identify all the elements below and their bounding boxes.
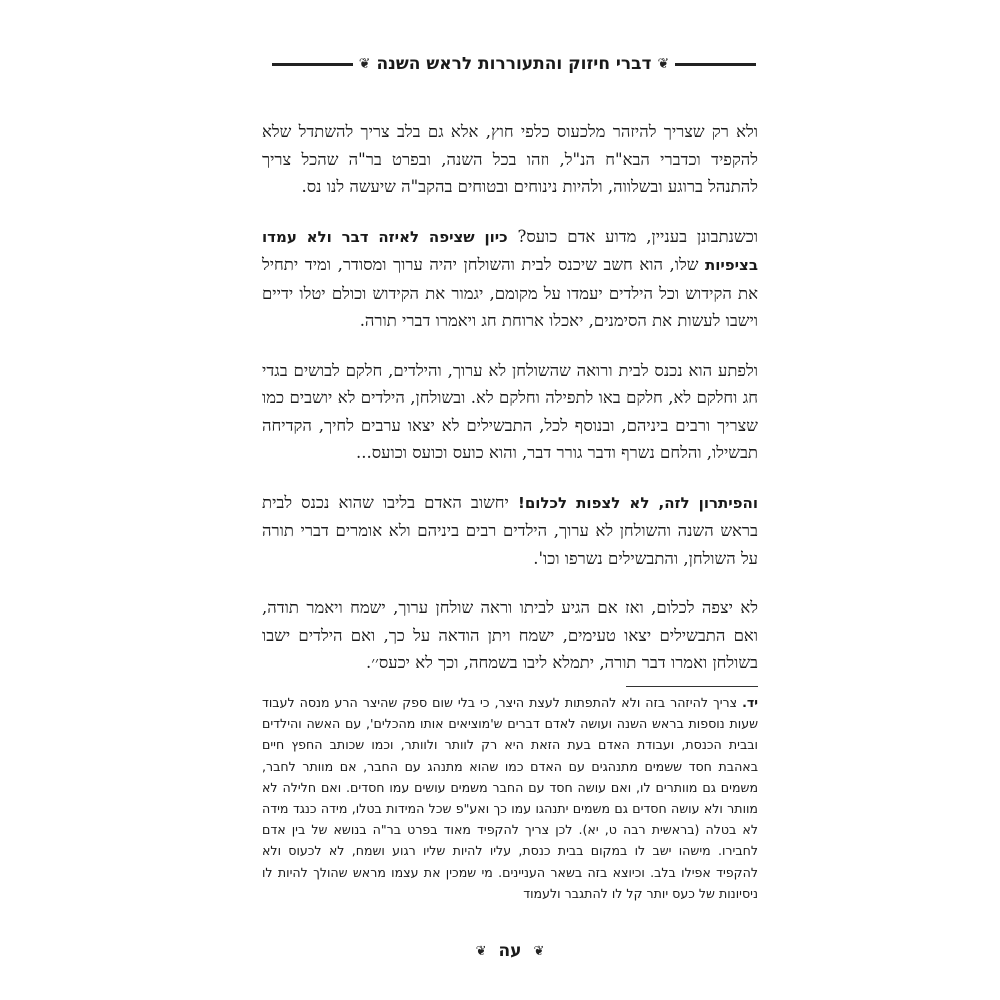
footnote-text: צריך להיזהר בזה ולא להתפתות לעצת היצר, כי בלי שום ספק שהיצר הרע מנסה לעבוד שעות נוספות בראש השנה ועושה לאדם דברים ש'מוציאים אותו מהכלים', עם האשה והילדים ובבית הכנסת, ועבודת האדם בעת הזאת היא רק לוותר ולוותר, וכמו שכותב החפץ חיים באהבת חסד ששמים מתנהגים עם האדם כמו שהוא מתנהג עם החבר, אם מוותר לחבר, משמים גם מוותרים לו, ואם עושה חסד עם החבר משמים עושים עמו חסדים. ואם חלילה לא מוותר ולא עושה חסדים גם משמים יתנהגו עמו כך ואע"פ שכל המידות בטלו, מידה כנגד מידה לא בטלה (בראשית רבה ט, יא). לכן צריך להקפיד מאוד בפרט בר"ה בנושא של בין אדם לחבירו. מישהו ישב לו במקום בבית כנסת, עליו להיות שליו רגוע ושמח, לא לכעוס ולא להקפיד אפילו בלב. וכיוצא בזה בשאר העניינים. מי שמכין את עצמו מראש שהולך להיות לו ניסיונות של כעס יותר קל לו להתגבר ולעמוד — [262, 695, 758, 901]
header-rule-right — [675, 63, 756, 66]
paragraph-text: ולא רק שצריך להיזהר מלכעוס כלפי חוץ, אלא גם בלב צריך להשתדל שלא להקפיד וכדברי הבא"ח הנ"ל, וזהו בכל השנה, ובפרט בר"ה שהכל צריך להתנהל ברוגע ובשלווה, ולהיות נינוחים ובטוחים בהקב"ה שיעשה לנו נס. — [262, 122, 758, 196]
ornament-icon: ❦ — [533, 943, 545, 959]
paragraph — [262, 223, 758, 335]
paragraph-emphasis: והפיתרון לזה, לא לצפות לכלום! — [518, 493, 758, 512]
paragraph-text: שלו, הוא חשב שיכנס לבית והשולחן יהיה ערוך ומסודר, ומיד יתחיל את הקידוש וכל הילדים יעמדו על מקומם, יגמור את הקידוש וכולם יטלו ידיים וישבו לעשות את הסימנים, יאכלו ארוחת חג ויאמרו דברי תורה. — [262, 255, 758, 330]
paragraph-text: ולפתע הוא נכנס לבית ורואה שהשולחן לא ערוך, והילדים, חלקם לבושים בגדי חג וחלקם לא, חלקם באו לתפילה וחלקם לא. ובשולחן, הילדים לא יושבים כמו שצריך ורבים ביניהם, ובנוסף לכל, התבשילים לא יצאו ערבים לחיך, הקדיחה תבשילו, והלחם נשרף ודבר גורר דבר, והוא כועס וכועס וכועס... — [262, 360, 758, 462]
header-title: דברי חיזוק והתעוררות לראש השנה — [376, 54, 652, 74]
page-number: עה — [498, 941, 522, 961]
ornament-icon: ❦ — [657, 56, 670, 72]
running-header — [272, 44, 756, 84]
paragraph-text: יחשוב האדם בליבו שהוא נכנס לבית בראש השנה והשולחן לא ערוך, הילדים רבים ביניהם ולא אומרים דברי תורה על השולחן, והתבשילים נשרפו וכו'. — [262, 492, 758, 568]
footnote-mark: יד. — [742, 695, 758, 710]
ornament-icon: ❦ — [475, 943, 487, 959]
header-rule-left — [272, 63, 353, 66]
footnote-separator — [626, 686, 758, 687]
ornament-icon: ❦ — [358, 56, 371, 72]
paragraph — [262, 118, 758, 201]
footnote — [262, 692, 758, 904]
paragraph — [262, 357, 758, 467]
paragraph-emphasis: כיון שציפה לאיזה דבר ולא עמדו בציפיות — [262, 227, 758, 274]
paragraph-text: לא יצפה לכלום, ואז אם הגיע לביתו וראה שולחן ערוך, ישמח ויאמר תודה, ואם התבשילים יצאו טעימים, ישמח ויתן הודאה על כך, ואם הילדים ישבו בשולחן ואמרו דבר תורה, יתמלא ליבו בשמחה, וכך לא יכעס׳׳. — [262, 598, 758, 672]
paragraph — [262, 594, 758, 677]
paragraph — [262, 489, 758, 573]
main-text — [262, 118, 758, 699]
paragraph-lead: וכשנתבונן בעניין, מדוע אדם כועס? — [507, 226, 758, 246]
page-footer — [262, 936, 758, 966]
